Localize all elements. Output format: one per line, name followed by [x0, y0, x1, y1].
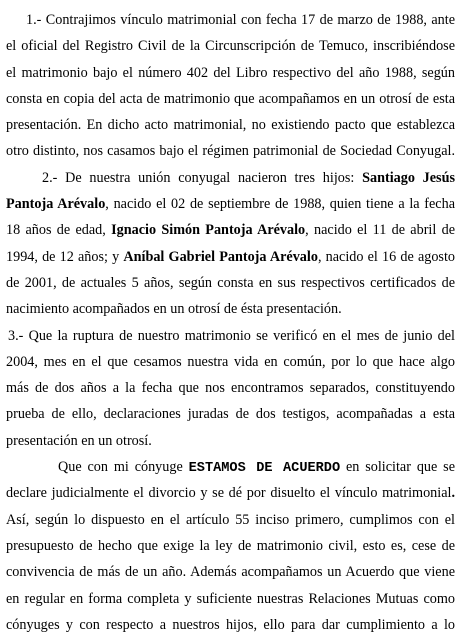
text-line: [6, 217, 455, 243]
paragraph-marriage: [6, 7, 455, 165]
text-line: cónyuges y con respecto a nuestros hijos, ello para dar cumplimiento a lo: [6, 616, 455, 633]
child-name: Aníbal Gabriel Pantoja Arévalo: [123, 248, 318, 265]
document-page: [6, 7, 455, 638]
text-line: nacimiento acompañados en un otrosí de ésta presentación.: [6, 301, 342, 318]
child-name: Pantoja Arévalo: [6, 196, 106, 213]
text-line: presentación en un otrosí.: [6, 432, 152, 449]
text-line: prueba de ello, declaraciones juradas de dos testigos, acompañadas a esta: [6, 406, 455, 423]
text-line: [6, 244, 455, 270]
text-line: 2004, mes en el que cesamos nuestra vida en común, por lo que hace algo: [6, 353, 455, 370]
text-line: de 2001, de actuales 5 años, según consta en sus respectivos certificados de: [6, 274, 455, 291]
text-line: más de dos años a la fecha que nos encontramos separados, constituyendo: [6, 380, 455, 397]
text-run: 2.- De nuestra unión conyugal nacieron tres hijos:: [42, 169, 363, 186]
text-line: otro distinto, nos casamos bajo el régimen patrimonial de Sociedad Conyugal.: [6, 143, 455, 160]
text-run: , nacido el 11 de abril de: [305, 222, 455, 239]
paragraph-agreement: [6, 454, 455, 638]
text-line: [6, 191, 455, 217]
text-line: 1.- Contrajimos vínculo matrimonial con fecha 17 de marzo de 1988, ante: [26, 12, 455, 28]
text-line: [6, 165, 455, 191]
text-line: consta en copia del acta de matrimonio que acompañamos en un otrosí de esta: [6, 90, 455, 107]
text-line: convivencia de más de un año. Además acompañamos un Acuerdo que viene: [6, 564, 455, 581]
text-line: 3.- Que la ruptura de nuestro matrimonio se verificó en el mes de junio del: [8, 327, 455, 344]
text-run: Que con mi cónyuge: [58, 459, 189, 476]
text-line: presentación. En dicho acto matrimonial, no existiendo pacto que establezca: [6, 117, 455, 134]
emphasis-text: ESTAMOS DE ACUERDO: [188, 461, 341, 477]
text-line: presupuesto de hecho que exige la ley de matrimonio civil, esto es, cese de: [6, 537, 455, 554]
child-name: Santiago Jesús: [362, 169, 455, 186]
text-line: el matrimonio bajo el número 402 del Libro respectivo del año 1988, según: [6, 64, 455, 81]
child-name: Ignacio Simón Pantoja Arévalo: [111, 222, 306, 239]
text-run: , nacido el 02 de septiembre de 1988, quien tiene a la fecha: [105, 196, 455, 213]
text-run: 18 años de edad,: [6, 222, 112, 239]
text-line: [6, 480, 455, 506]
text-line: Así, según lo dispuesto en el artículo 55 inciso primero, cumplimos con el: [6, 511, 455, 528]
text-run: declare judicialmente el divorcio y se dé por disuelto el vínculo matrimonial: [6, 485, 452, 502]
text-run: en solicitar que se: [340, 459, 455, 476]
text-run: 1994, de 12 años; y: [6, 248, 124, 265]
text-line: en regular en forma completa y suficiente nuestras Relaciones Mutuas como: [6, 590, 455, 607]
text-line: [6, 454, 455, 480]
text-run: , nacido el 16 de agosto: [317, 248, 455, 265]
text-run: .: [451, 485, 455, 502]
paragraph-children: [6, 165, 455, 323]
paragraph-separation: [6, 323, 455, 454]
text-line: el oficial del Registro Civil de la Circunscripción de Temuco, inscribiéndose: [6, 38, 455, 55]
